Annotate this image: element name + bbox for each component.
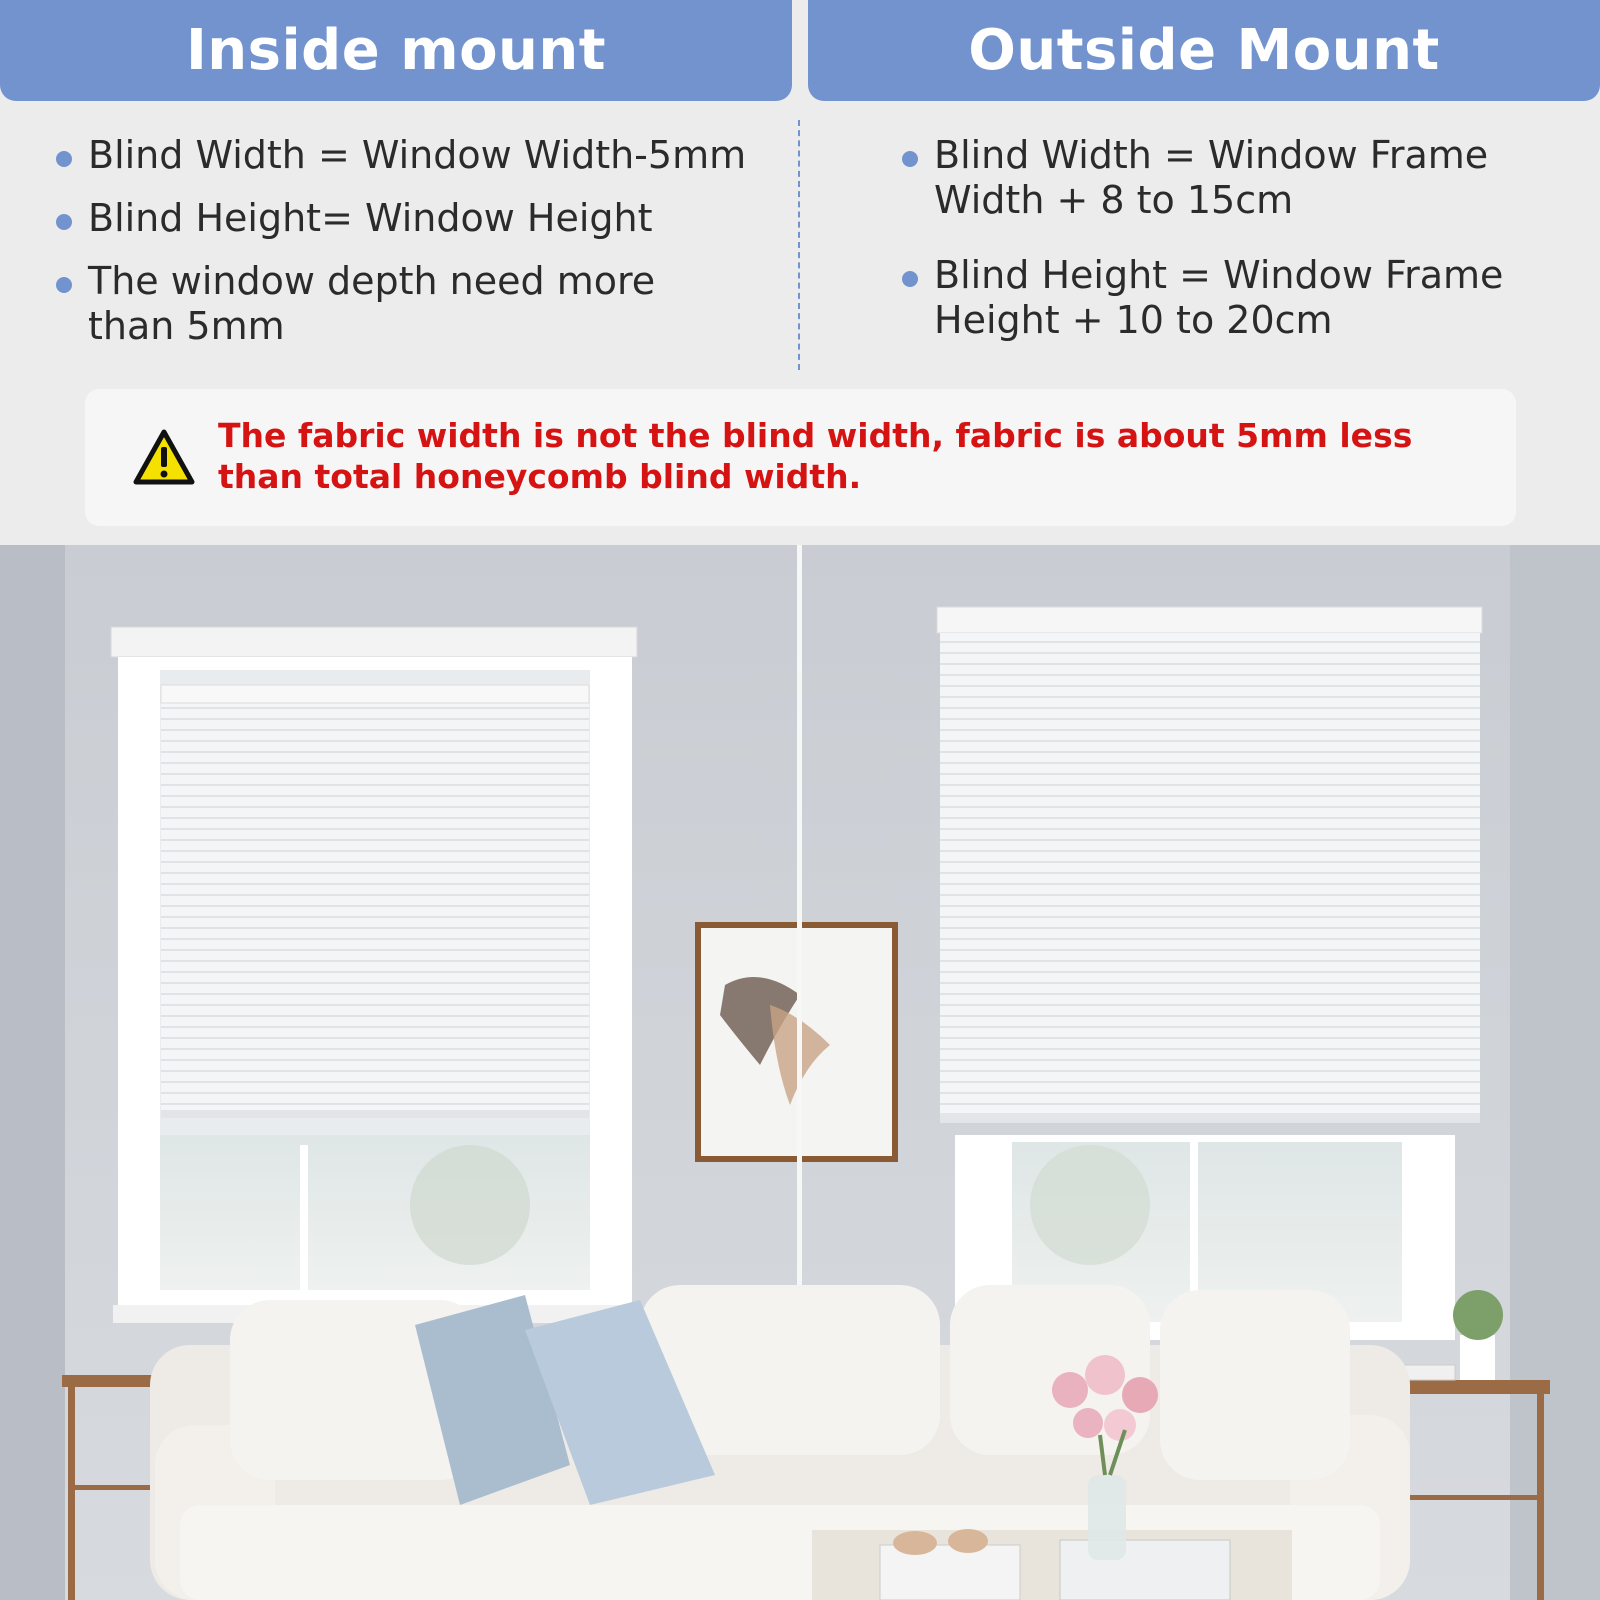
coffee-table [812,1529,1292,1600]
outside-mount-window [937,607,1482,1340]
warning-icon [133,429,195,485]
fabric-width-notice [85,389,1516,526]
inside-mount-list [56,133,756,367]
outside-mount-item: Blind Width = Window Frame Width + 8 to 15cm [902,133,1524,223]
outside-mount-item: Blind Height = Window Frame Height + 10 to 20cm [902,253,1524,343]
inside-mount-header: Inside mount [0,0,792,101]
notice-text: The fabric width is not the blind width, fabric is about 5mm less than total honeycomb blind width. [218,416,1413,496]
outside-mount-list [902,133,1582,373]
inside-mount-item: The window depth need more than 5mm [56,259,708,349]
inside-mount-window [111,627,637,1323]
inside-mount-item: Blind Width = Window Width-5mm [56,133,756,178]
wall-art [695,922,898,1162]
outside-mount-header: Outside Mount [808,0,1600,101]
inside-mount-item: Blind Height= Window Height [56,196,756,241]
column-divider [798,120,800,370]
living-room-photo [0,545,1600,1600]
